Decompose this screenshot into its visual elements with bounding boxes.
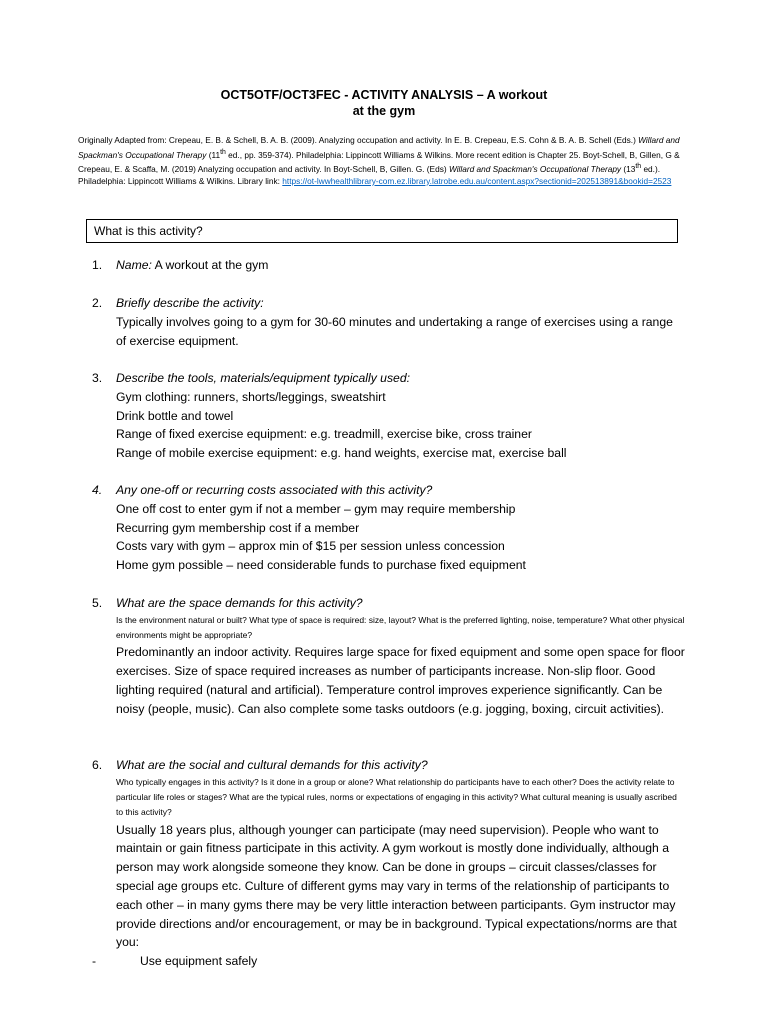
citation-edition-1-pre: (11 <box>206 149 221 160</box>
document-title-line-1: OCT5OTF/OCT3FEC - ACTIVITY ANALYSIS – A workout <box>220 88 548 102</box>
question-label: Any one-off or recurring costs associated with this activity? <box>116 483 433 497</box>
bullet-text: Use equipment safely <box>140 954 258 969</box>
citation-edition-2-sup: th <box>635 163 642 171</box>
question-number: 2. <box>92 296 103 310</box>
section-heading-text: What is this activity? <box>94 224 203 238</box>
question-number: 3. <box>92 371 103 385</box>
citation-paragraph <box>78 135 688 187</box>
answer-line: One off cost to enter gym if not a member – gym may require membership <box>116 501 516 516</box>
question-label: Briefly describe the activity: <box>116 296 264 310</box>
answer-text: Typically involves going to a gym for 30-60 minutes and undertaking a range of exercises using a range of exercise equipment. <box>116 314 673 348</box>
question-label: What are the social and cultural demands for this activity? <box>116 758 428 772</box>
question-number: 6. <box>92 758 103 772</box>
answer-line: Range of fixed exercise equipment: e.g. treadmill, exercise bike, cross trainer <box>116 427 532 442</box>
citation-edition-2-pre: (13 <box>621 163 636 174</box>
answer-line: Home gym possible – need considerable funds to purchase fixed equipment <box>116 558 526 573</box>
question-number: 4. <box>92 483 103 497</box>
answer-line: Range of mobile exercise equipment: e.g. hand weights, exercise mat, exercise ball <box>116 446 567 461</box>
library-link[interactable]: https://ot-lwwhealthlibrary-com.ez.library.latrobe.edu.au/content.aspx?sectionid=202513891&bookid=2523 <box>282 175 672 186</box>
citation-edition-1-sup: th <box>220 148 226 156</box>
document-title-line-2: at the gym <box>352 104 416 118</box>
answer-line: Gym clothing: runners, shorts/leggings, sweatshirt <box>116 389 386 404</box>
answer-line: Costs vary with gym – approx min of $15 per session unless concession <box>116 539 505 554</box>
question-label: What are the space demands for this activity? <box>116 596 363 610</box>
citation-prefix: Originally Adapted from: Crepeau, E. B. & Schell, B. A. B. (2009). Analyzing occupation and activity. In E. B. Crepeau, E.S. Cohn & B. A. B. Schell (Eds.) <box>78 135 639 145</box>
question-label: Name: <box>116 258 152 272</box>
answer-line: Drink bottle and towel <box>116 408 234 423</box>
citation-book-title-2: Willard and Spackman's Occupational Therapy <box>448 163 622 174</box>
section-heading-box <box>86 219 678 243</box>
citation-book-title-1: Willard and Spackman's Occupational Therapy <box>78 135 680 160</box>
question-number: 1. <box>92 258 103 272</box>
citation-edition-1-post: ed., pp. 359-374). Philadelphia: Lippincott Williams & Wilkins. More recent edition is Chapter 25. Boyt-Schell, B, Gillen, G & Crepeau, E. & Scaffa, M. (2019) Analyzing occupation and activity. In Boyt-Schell, B, Gillen. G. (Eds) <box>78 149 680 174</box>
answer-line: Recurring gym membership cost if a member <box>116 520 360 535</box>
bullet-marker: - <box>92 954 97 969</box>
bullet-item <box>92 952 662 971</box>
citation-edition-2-post: ed.). Philadelphia: Lippincott Williams & Wilkins. Library link: <box>78 163 661 186</box>
question-prompt: Is the environment natural or built? What type of space is required: size, layout? What is the preferred lighting, noise, temperature? What other physical environments might be appropriate? <box>116 614 685 641</box>
answer-text: A workout at the gym <box>151 258 269 272</box>
question-prompt: Who typically engages in this activity? Is it done in a group or alone? What relationship do participants have to each other? Does the activity relate to particular life roles or stages? What are the typical rules, norms or expectations of engaging in this activity? What cultural meaning is usually ascribed to this activity? <box>116 776 677 818</box>
answer-text: Predominantly an indoor activity. Requires large space for fixed equipment and some open space for floor exercises. Size of space required increases as number of participants increase. Non-slip floor. Good lighting required (natural and artificial). Temperature control improves experience significantly. Can be noisy (people, music). Can also complete some tasks outdoors (e.g. jogging, boxing, circuit activities). <box>116 645 685 716</box>
question-number: 5. <box>92 596 103 610</box>
answer-text: Usually 18 years plus, although younger can participate (may need supervision). People who want to maintain or gain fitness participate in this activity. A gym workout is mostly done individually, although a person may work alongside someone they know. Can be done in groups – circuit classes/classes for special age groups etc. Culture of different gyms may vary in terms of the relationship of participants to each other – in many gyms there may be very little interaction between participants. Gym instructor may provide directions and/or encouragement, or may be in background. Typical expectations/norms are that you: <box>116 822 677 950</box>
question-label: Describe the tools, materials/equipment typically used: <box>116 371 410 385</box>
